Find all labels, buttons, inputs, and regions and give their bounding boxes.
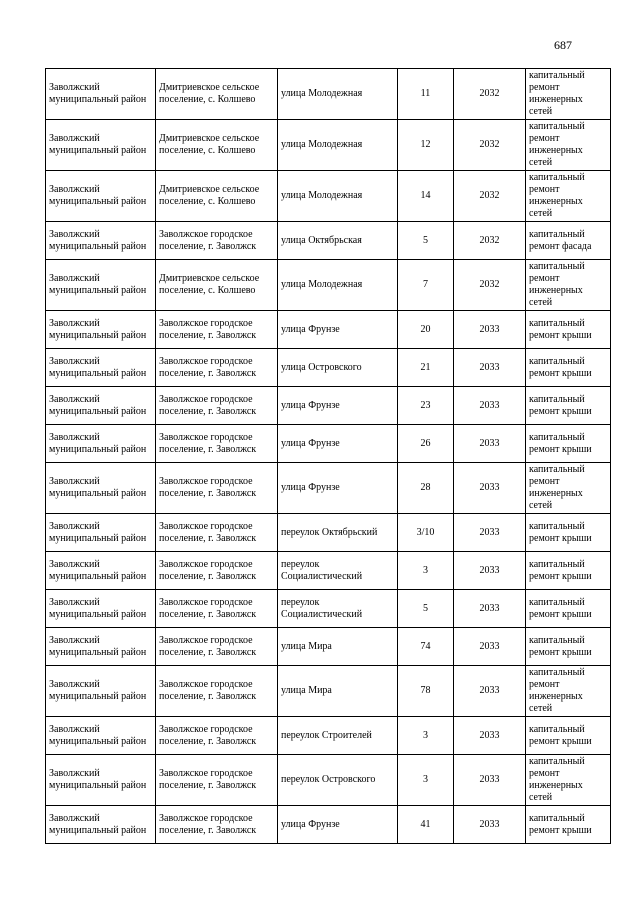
work-type-cell: капитальный ремонт инженерных сетей: [526, 69, 611, 120]
year-cell: 2032: [454, 260, 526, 311]
district-cell: Заволжский муниципальный район: [46, 514, 156, 552]
work-type-cell: капитальный ремонт крыши: [526, 311, 611, 349]
district-cell: Заволжский муниципальный район: [46, 120, 156, 171]
work-type-cell: капитальный ремонт инженерных сетей: [526, 260, 611, 311]
house-number-cell: 21: [398, 349, 454, 387]
settlement-cell: Дмитриевское сельское поселение, с. Колшево: [156, 171, 278, 222]
district-cell: Заволжский муниципальный район: [46, 463, 156, 514]
district-cell: Заволжский муниципальный район: [46, 171, 156, 222]
year-cell: 2033: [454, 755, 526, 806]
street-cell: улица Мира: [278, 666, 398, 717]
house-number-cell: 23: [398, 387, 454, 425]
work-type-cell: капитальный ремонт крыши: [526, 717, 611, 755]
table-row: [46, 120, 611, 171]
street-cell: улица Октябрьская: [278, 222, 398, 260]
table-row: [46, 717, 611, 755]
work-type-cell: капитальный ремонт фасада: [526, 222, 611, 260]
district-cell: Заволжский муниципальный район: [46, 349, 156, 387]
district-cell: Заволжский муниципальный район: [46, 717, 156, 755]
street-cell: переулок Октябрьский: [278, 514, 398, 552]
street-cell: улица Молодежная: [278, 260, 398, 311]
table-row: [46, 425, 611, 463]
house-number-cell: 20: [398, 311, 454, 349]
year-cell: 2033: [454, 717, 526, 755]
work-type-cell: капитальный ремонт крыши: [526, 514, 611, 552]
street-cell: улица Фрунзе: [278, 463, 398, 514]
street-cell: переулок Островского: [278, 755, 398, 806]
settlement-cell: Заволжское городское поселение, г. Заволжск: [156, 222, 278, 260]
repair-schedule-table: [45, 68, 611, 844]
table-row: [46, 806, 611, 844]
street-cell: переулок Социалистический: [278, 552, 398, 590]
street-cell: переулок Строителей: [278, 717, 398, 755]
year-cell: 2033: [454, 552, 526, 590]
settlement-cell: Заволжское городское поселение, г. Заволжск: [156, 806, 278, 844]
work-type-cell: капитальный ремонт инженерных сетей: [526, 120, 611, 171]
house-number-cell: 5: [398, 222, 454, 260]
work-type-cell: капитальный ремонт инженерных сетей: [526, 755, 611, 806]
house-number-cell: 74: [398, 628, 454, 666]
year-cell: 2033: [454, 311, 526, 349]
street-cell: улица Фрунзе: [278, 311, 398, 349]
street-cell: улица Островского: [278, 349, 398, 387]
year-cell: 2033: [454, 425, 526, 463]
year-cell: 2033: [454, 628, 526, 666]
table-row: [46, 755, 611, 806]
street-cell: улица Фрунзе: [278, 425, 398, 463]
district-cell: Заволжский муниципальный район: [46, 260, 156, 311]
work-type-cell: капитальный ремонт крыши: [526, 628, 611, 666]
settlement-cell: Заволжское городское поселение, г. Заволжск: [156, 311, 278, 349]
house-number-cell: 11: [398, 69, 454, 120]
work-type-cell: капитальный ремонт крыши: [526, 590, 611, 628]
table-row: [46, 260, 611, 311]
house-number-cell: 3/10: [398, 514, 454, 552]
district-cell: Заволжский муниципальный район: [46, 69, 156, 120]
district-cell: Заволжский муниципальный район: [46, 806, 156, 844]
table-row: [46, 628, 611, 666]
settlement-cell: Заволжское городское поселение, г. Заволжск: [156, 628, 278, 666]
table-row: [46, 222, 611, 260]
year-cell: 2032: [454, 69, 526, 120]
settlement-cell: Заволжское городское поселение, г. Заволжск: [156, 463, 278, 514]
house-number-cell: 5: [398, 590, 454, 628]
settlement-cell: Дмитриевское сельское поселение, с. Колшево: [156, 120, 278, 171]
table-row: [46, 666, 611, 717]
district-cell: Заволжский муниципальный район: [46, 755, 156, 806]
work-type-cell: капитальный ремонт крыши: [526, 552, 611, 590]
year-cell: 2032: [454, 222, 526, 260]
house-number-cell: 3: [398, 552, 454, 590]
district-cell: Заволжский муниципальный район: [46, 666, 156, 717]
work-type-cell: капитальный ремонт инженерных сетей: [526, 463, 611, 514]
district-cell: Заволжский муниципальный район: [46, 222, 156, 260]
work-type-cell: капитальный ремонт крыши: [526, 349, 611, 387]
district-cell: Заволжский муниципальный район: [46, 387, 156, 425]
settlement-cell: Заволжское городское поселение, г. Заволжск: [156, 755, 278, 806]
settlement-cell: Заволжское городское поселение, г. Заволжск: [156, 387, 278, 425]
district-cell: Заволжский муниципальный район: [46, 552, 156, 590]
house-number-cell: 3: [398, 755, 454, 806]
work-type-cell: капитальный ремонт инженерных сетей: [526, 666, 611, 717]
settlement-cell: Заволжское городское поселение, г. Заволжск: [156, 425, 278, 463]
street-cell: улица Мира: [278, 628, 398, 666]
street-cell: улица Фрунзе: [278, 806, 398, 844]
settlement-cell: Заволжское городское поселение, г. Заволжск: [156, 666, 278, 717]
house-number-cell: 78: [398, 666, 454, 717]
settlement-cell: Заволжское городское поселение, г. Заволжск: [156, 717, 278, 755]
district-cell: Заволжский муниципальный район: [46, 628, 156, 666]
settlement-cell: Заволжское городское поселение, г. Заволжск: [156, 349, 278, 387]
table-row: [46, 514, 611, 552]
year-cell: 2033: [454, 387, 526, 425]
table-row: [46, 171, 611, 222]
table-row: [46, 590, 611, 628]
street-cell: улица Фрунзе: [278, 387, 398, 425]
table-row: [46, 552, 611, 590]
year-cell: 2033: [454, 514, 526, 552]
work-type-cell: капитальный ремонт крыши: [526, 806, 611, 844]
table-row: [46, 311, 611, 349]
house-number-cell: 7: [398, 260, 454, 311]
work-type-cell: капитальный ремонт крыши: [526, 387, 611, 425]
year-cell: 2033: [454, 590, 526, 628]
street-cell: улица Молодежная: [278, 171, 398, 222]
year-cell: 2033: [454, 463, 526, 514]
house-number-cell: 12: [398, 120, 454, 171]
house-number-cell: 41: [398, 806, 454, 844]
district-cell: Заволжский муниципальный район: [46, 311, 156, 349]
year-cell: 2033: [454, 666, 526, 717]
work-type-cell: капитальный ремонт крыши: [526, 425, 611, 463]
settlement-cell: Заволжское городское поселение, г. Заволжск: [156, 552, 278, 590]
street-cell: переулок Социалистический: [278, 590, 398, 628]
table-row: [46, 387, 611, 425]
house-number-cell: 3: [398, 717, 454, 755]
house-number-cell: 26: [398, 425, 454, 463]
year-cell: 2032: [454, 171, 526, 222]
house-number-cell: 28: [398, 463, 454, 514]
district-cell: Заволжский муниципальный район: [46, 425, 156, 463]
year-cell: 2033: [454, 806, 526, 844]
settlement-cell: Заволжское городское поселение, г. Заволжск: [156, 514, 278, 552]
work-type-cell: капитальный ремонт инженерных сетей: [526, 171, 611, 222]
table-row: [46, 349, 611, 387]
street-cell: улица Молодежная: [278, 120, 398, 171]
page-number: 687: [554, 38, 572, 52]
settlement-cell: Дмитриевское сельское поселение, с. Колшево: [156, 260, 278, 311]
table-row: [46, 69, 611, 120]
district-cell: Заволжский муниципальный район: [46, 590, 156, 628]
house-number-cell: 14: [398, 171, 454, 222]
settlement-cell: Дмитриевское сельское поселение, с. Колшево: [156, 69, 278, 120]
settlement-cell: Заволжское городское поселение, г. Заволжск: [156, 590, 278, 628]
year-cell: 2032: [454, 120, 526, 171]
street-cell: улица Молодежная: [278, 69, 398, 120]
table-row: [46, 463, 611, 514]
year-cell: 2033: [454, 349, 526, 387]
